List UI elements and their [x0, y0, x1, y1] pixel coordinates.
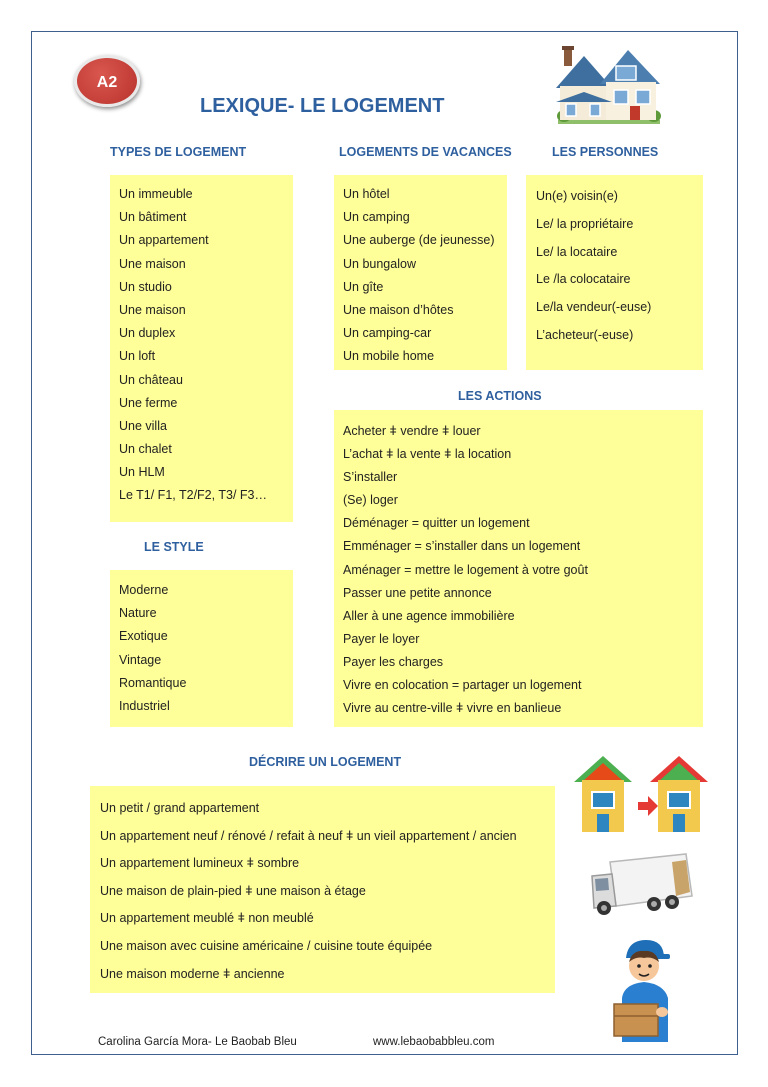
level-badge: A2: [74, 55, 140, 107]
list-item: Un immeuble: [119, 187, 193, 201]
house-icon: [556, 44, 662, 126]
types-box: [110, 175, 293, 522]
list-item: Une maison: [119, 256, 186, 271]
style-heading: LE STYLE: [144, 540, 204, 554]
list-item: Un loft: [119, 349, 156, 364]
list-item: Un HLM: [119, 465, 165, 480]
list-item: Déménager = quitter un logement: [343, 516, 530, 531]
vacances-box: [334, 175, 507, 370]
list-item: Vintage: [119, 652, 162, 667]
vacances-heading: LOGEMENTS DE VACANCES: [339, 145, 512, 159]
list-item: Une auberge (de jeunesse): [343, 233, 495, 248]
decrire-list: [100, 801, 555, 994]
actions-box: [334, 410, 703, 727]
list-item: Vivre au centre-ville ǂ vivre en banlieue: [343, 701, 562, 716]
decrire-heading: DÉCRIRE UN LOGEMENT: [249, 755, 402, 769]
mover-person-icon: [612, 936, 676, 1044]
list-item: Le/la vendeur(-euse): [536, 300, 652, 315]
list-item: Un appartement: [119, 233, 209, 248]
list-item: Un studio: [119, 279, 172, 294]
list-item: Un appartement meublé ǂ non meublé: [100, 911, 314, 926]
list-item: Un appartement neuf / rénové / refait à neuf ǂ un vieil appartement / ancien: [100, 828, 517, 843]
list-item: Industriel: [119, 698, 170, 713]
moving-houses-icon: [572, 754, 710, 834]
list-item: Un gîte: [343, 279, 384, 294]
list-item: Le /la colocataire: [536, 272, 631, 287]
list-item: Emménager = s’installer dans un logement: [343, 539, 581, 554]
style-list: [119, 583, 293, 722]
list-item: Le/ la propriétaire: [536, 216, 634, 231]
list-item: Aménager = mettre le logement à votre goût: [343, 562, 588, 577]
list-item: Le/ la locataire: [536, 244, 618, 259]
list-item: Une maison d’hôtes: [343, 302, 454, 317]
list-item: Un(e) voisin(e): [536, 189, 618, 203]
list-item: Une ferme: [119, 395, 178, 410]
types-heading: TYPES DE LOGEMENT: [110, 145, 247, 159]
list-item: (Se) loger: [343, 493, 398, 508]
list-item: L’achat ǂ la vente ǂ la location: [343, 447, 512, 462]
list-item: Vivre en colocation = partager un logement: [343, 678, 582, 693]
personnes-box: [526, 175, 703, 370]
list-item: Un camping: [343, 210, 410, 225]
list-item: Une maison: [119, 302, 186, 317]
decrire-box: [90, 786, 555, 993]
list-item: Un petit / grand appartement: [100, 801, 260, 815]
list-item: Payer le loyer: [343, 631, 420, 646]
list-item: Un duplex: [119, 326, 176, 341]
list-item: Une maison de plain-pied ǂ une maison à étage: [100, 883, 366, 898]
types-list: [119, 187, 293, 512]
list-item: Moderne: [119, 583, 169, 597]
list-item: Le T1/ F1, T2/F2, T3/ F3…: [119, 488, 267, 503]
list-item: Acheter ǂ vendre ǂ louer: [343, 424, 481, 438]
list-item: Une maison avec cuisine américaine / cuisine toute équipée: [100, 938, 433, 953]
list-item: Payer les charges: [343, 654, 444, 669]
list-item: Un hôtel: [343, 187, 390, 201]
list-item: Un château: [119, 372, 183, 387]
list-item: Exotique: [119, 629, 168, 644]
actions-heading: LES ACTIONS: [458, 389, 542, 403]
list-item: Aller à une agence immobilière: [343, 608, 515, 623]
list-item: Un bungalow: [343, 256, 416, 271]
footer-author: Carolina García Mora- Le Baobab Bleu: [98, 1036, 297, 1048]
vacances-list: [343, 187, 507, 373]
style-box: [110, 570, 293, 727]
personnes-list: [536, 189, 703, 356]
personnes-heading: LES PERSONNES: [552, 145, 659, 159]
list-item: Un chalet: [119, 442, 172, 457]
list-item: Romantique: [119, 675, 187, 690]
moving-truck-icon: [588, 852, 698, 918]
list-item: Une maison moderne ǂ ancienne: [100, 966, 285, 981]
list-item: Un mobile home: [343, 349, 435, 364]
page-title: LEXIQUE- LE LOGEMENT: [200, 95, 445, 117]
list-item: Passer une petite annonce: [343, 585, 492, 600]
list-item: Une villa: [119, 418, 167, 433]
list-item: Un bâtiment: [119, 210, 187, 225]
list-item: Nature: [119, 606, 157, 621]
list-item: Un camping-car: [343, 326, 432, 341]
footer-website[interactable]: www.lebaobabbleu.com: [373, 1036, 495, 1048]
list-item: S’installer: [343, 470, 398, 485]
actions-list: [343, 424, 703, 724]
list-item: Un appartement lumineux ǂ sombre: [100, 856, 300, 871]
list-item: L’acheteur(-euse): [536, 327, 634, 342]
